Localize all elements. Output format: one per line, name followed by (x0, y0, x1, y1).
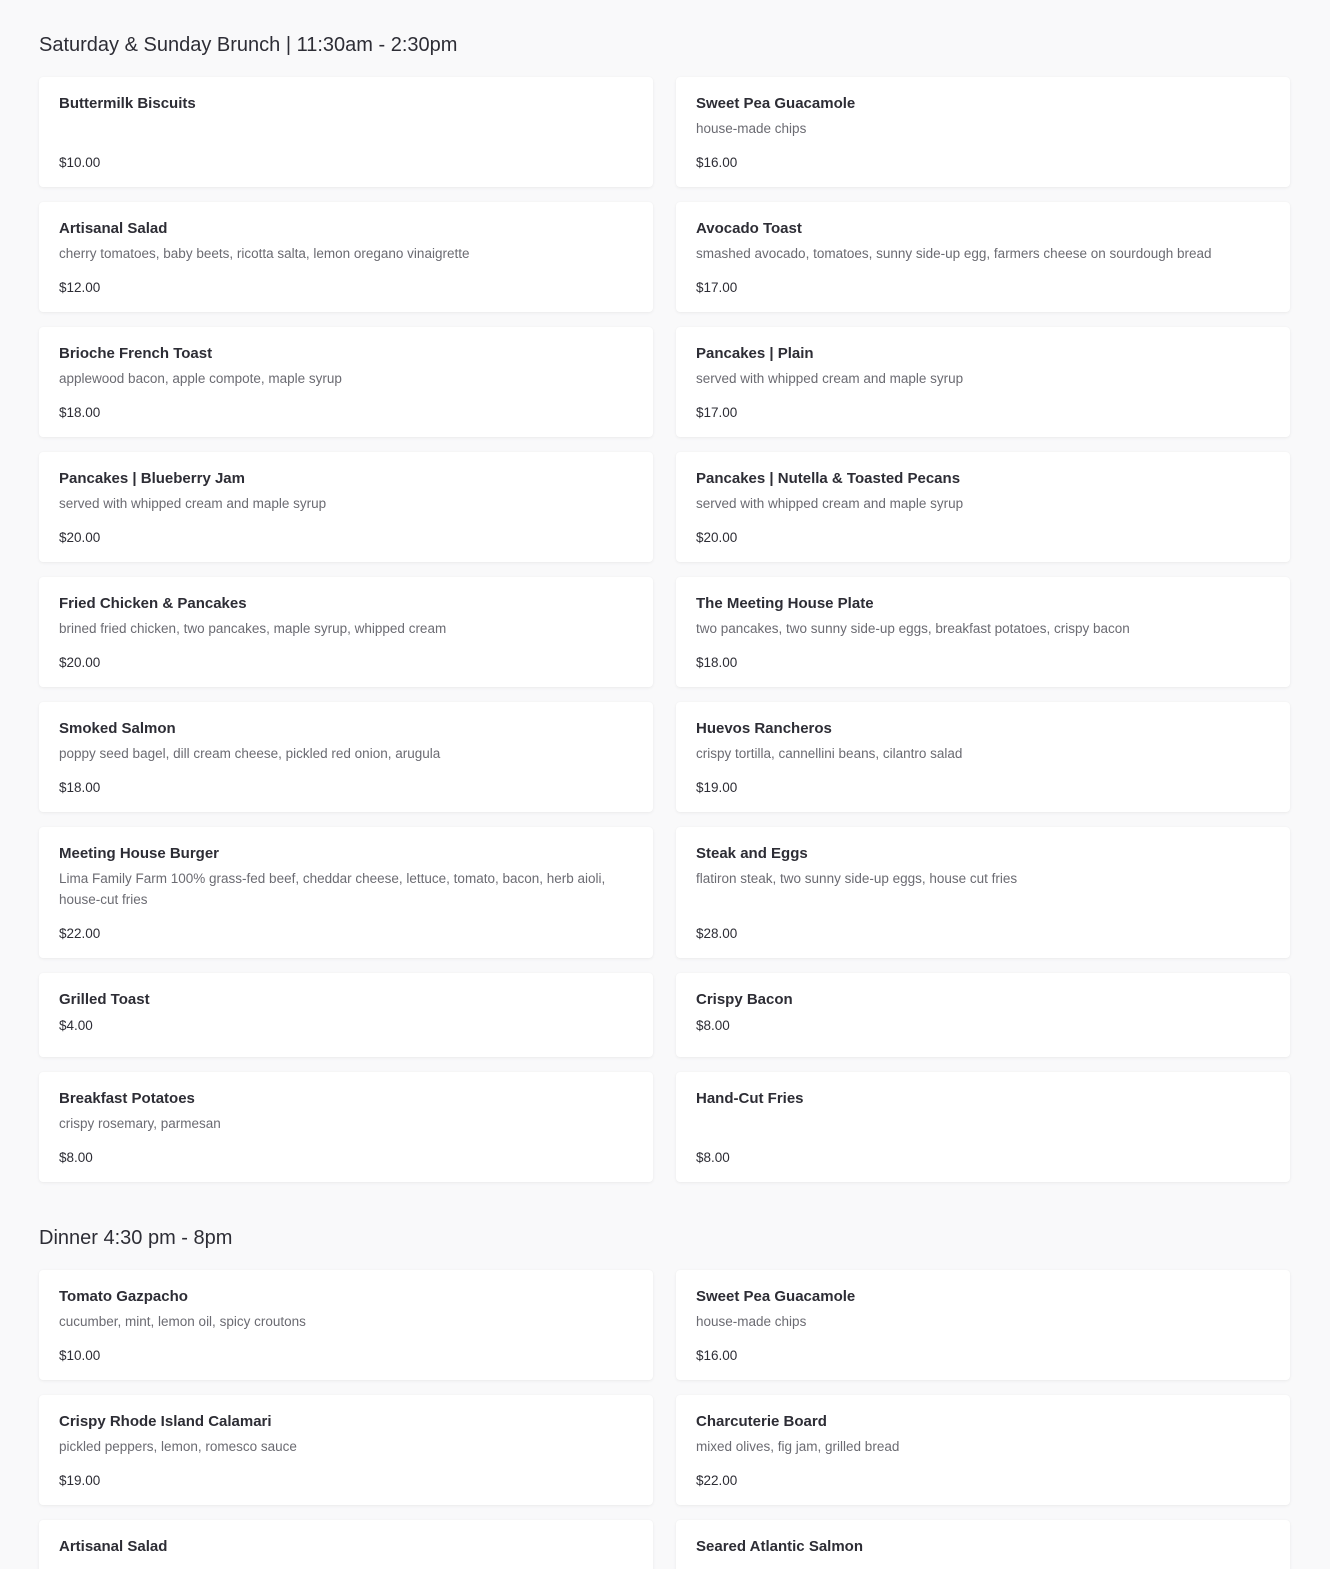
menu-item-card[interactable] (676, 702, 1290, 812)
item-name: Fried Chicken & Pancakes (59, 595, 247, 612)
item-price: $19.00 (696, 780, 738, 795)
menu-item-card[interactable] (39, 1520, 653, 1569)
menu-item-card[interactable] (39, 827, 653, 958)
item-description: brined fried chicken, two pancakes, maple syrup, whipped cream (59, 621, 447, 636)
item-price: $22.00 (59, 926, 101, 941)
item-name: Buttermilk Biscuits (59, 95, 196, 112)
item-name: Charcuterie Board (696, 1413, 827, 1430)
item-price: $16.00 (696, 155, 738, 170)
item-description: flatiron steak, two sunny side-up eggs, house cut fries (696, 871, 1018, 886)
item-description: crispy tortilla, cannellini beans, cilantro salad (696, 746, 963, 761)
item-name: Crispy Bacon (696, 991, 793, 1008)
item-price: $8.00 (59, 1150, 93, 1165)
dinner-section (39, 1226, 1290, 1569)
item-price: $10.00 (59, 155, 101, 170)
item-name: Tomato Gazpacho (59, 1288, 188, 1305)
item-name: Artisanal Salad (59, 220, 168, 237)
item-name: Grilled Toast (59, 991, 150, 1008)
item-description: applewood bacon, apple compote, maple syrup (59, 371, 342, 386)
item-description: Lima Family Farm 100% grass-fed beef, cheddar cheese, lettuce, tomato, bacon, herb aioli, house-cut fries (59, 871, 606, 907)
item-price: $22.00 (696, 1473, 738, 1488)
brunch-section (39, 33, 1290, 1182)
menu-item-card[interactable] (39, 973, 653, 1057)
item-price: $19.00 (59, 1473, 101, 1488)
menu-item-card[interactable] (676, 327, 1290, 437)
item-name: The Meeting House Plate (696, 595, 874, 612)
item-price: $18.00 (696, 655, 738, 670)
item-price: $8.00 (696, 1150, 730, 1165)
item-price: $10.00 (59, 1348, 101, 1363)
item-name: Artisanal Salad (59, 1538, 168, 1555)
item-price: $20.00 (696, 530, 738, 545)
item-price: $18.00 (59, 780, 101, 795)
item-name: Brioche French Toast (59, 345, 213, 362)
menu-item-card[interactable] (39, 327, 653, 437)
menu-item-card[interactable] (676, 202, 1290, 312)
item-price: $4.00 (59, 1018, 93, 1033)
item-description: pickled peppers, lemon, romesco sauce (59, 1439, 297, 1454)
menu-item-card[interactable] (676, 827, 1290, 958)
menu-item-card[interactable] (676, 1520, 1290, 1569)
item-description: cucumber, mint, lemon oil, spicy croutons (59, 1314, 306, 1329)
item-name: Crispy Rhode Island Calamari (59, 1413, 272, 1430)
item-name: Avocado Toast (696, 220, 802, 237)
item-name: Hand-Cut Fries (696, 1090, 804, 1107)
item-price: $17.00 (696, 280, 738, 295)
item-name: Meeting House Burger (59, 845, 220, 862)
item-name: Breakfast Potatoes (59, 1090, 195, 1107)
menu-item-card[interactable] (676, 577, 1290, 687)
item-description: served with whipped cream and maple syrup (696, 496, 964, 511)
item-price: $18.00 (59, 405, 101, 420)
item-price: $8.00 (696, 1018, 730, 1033)
menu-grid (39, 1270, 1290, 1569)
item-name: Huevos Rancheros (696, 720, 832, 737)
menu-item-card[interactable] (676, 77, 1290, 187)
item-name: Pancakes | Plain (696, 345, 814, 362)
menu-item-card[interactable] (39, 1270, 653, 1380)
menu-item-card[interactable] (676, 1270, 1290, 1380)
item-price: $20.00 (59, 655, 101, 670)
menu-item-card[interactable] (676, 973, 1290, 1057)
menu-item-card[interactable] (676, 1395, 1290, 1505)
menu-item-card[interactable] (676, 1072, 1290, 1182)
item-description: smashed avocado, tomatoes, sunny side-up egg, farmers cheese on sourdough bread (696, 246, 1212, 261)
menu-item-card[interactable] (676, 452, 1290, 562)
item-name: Sweet Pea Guacamole (696, 95, 856, 112)
item-name: Steak and Eggs (696, 845, 808, 862)
item-description: cherry tomatoes, baby beets, ricotta salta, lemon oregano vinaigrette (59, 246, 470, 261)
item-price: $28.00 (696, 926, 738, 941)
item-description: mixed olives, fig jam, grilled bread (696, 1439, 900, 1454)
item-price: $17.00 (696, 405, 738, 420)
menu-item-card[interactable] (39, 702, 653, 812)
menu-item-card[interactable] (39, 1395, 653, 1505)
item-description: two pancakes, two sunny side-up eggs, breakfast potatoes, crispy bacon (696, 621, 1130, 636)
item-description: served with whipped cream and maple syrup (696, 371, 964, 386)
item-price: $20.00 (59, 530, 101, 545)
item-name: Pancakes | Nutella & Toasted Pecans (696, 470, 961, 487)
item-description: poppy seed bagel, dill cream cheese, pickled red onion, arugula (59, 746, 441, 761)
item-description: crispy rosemary, parmesan (59, 1116, 221, 1131)
item-name: Seared Atlantic Salmon (696, 1538, 863, 1555)
menu-item-card[interactable] (39, 77, 653, 187)
menu-item-card[interactable] (39, 202, 653, 312)
menu-grid (39, 77, 1290, 1182)
item-name: Sweet Pea Guacamole (696, 1288, 856, 1305)
item-name: Smoked Salmon (59, 720, 176, 737)
menu-item-card[interactable] (39, 577, 653, 687)
menu-item-card[interactable] (39, 452, 653, 562)
section-title: Dinner 4:30 pm - 8pm (39, 1227, 233, 1249)
item-price: $16.00 (696, 1348, 738, 1363)
item-price: $12.00 (59, 280, 101, 295)
section-title: Saturday & Sunday Brunch | 11:30am - 2:30pm (39, 34, 458, 56)
item-description: served with whipped cream and maple syrup (59, 496, 327, 511)
menu-item-card[interactable] (39, 1072, 653, 1182)
item-description: house-made chips (696, 1314, 807, 1329)
item-name: Pancakes | Blueberry Jam (59, 470, 245, 487)
item-description: house-made chips (696, 121, 807, 136)
